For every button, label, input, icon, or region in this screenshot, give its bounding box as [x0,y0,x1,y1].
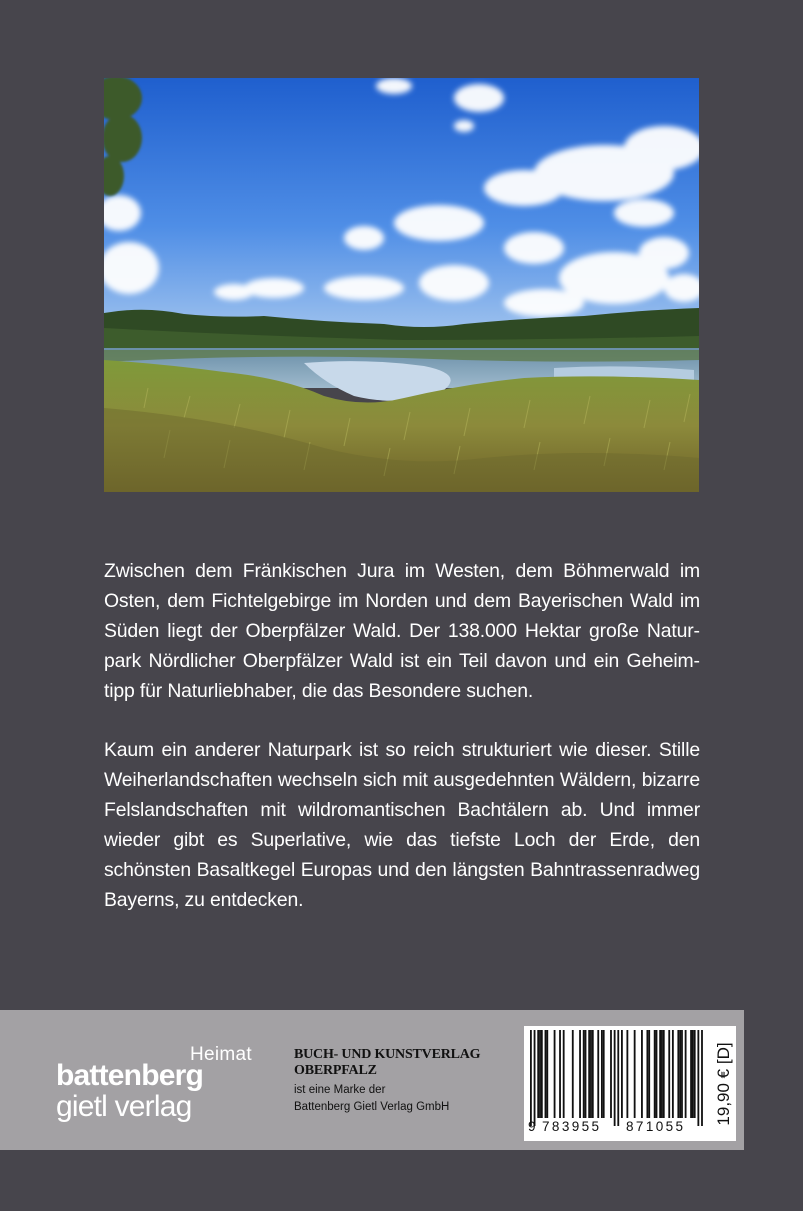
barcode-bar [677,1030,679,1118]
barcode-bar [563,1030,565,1118]
barcode-bar [661,1030,663,1118]
barcode-bar [621,1030,623,1118]
barcode-bar [597,1030,599,1118]
brand-tagline: Heimat [190,1044,252,1065]
barcode-bar [659,1030,661,1118]
brand-name-line1: battenberg [56,1059,204,1092]
barcode-bar [641,1030,643,1118]
barcode-bar [634,1030,636,1118]
isbn-right-group: 871055 [626,1119,686,1134]
barcode-bar [692,1030,694,1118]
barcode-bar [694,1030,696,1118]
barcode-bar [668,1030,670,1118]
barcode-bar [614,1030,616,1126]
publisher-name-line2: OBERPFALZ [294,1063,377,1078]
publisher-name-line1: BUCH- UND KUNSTVERLAG [294,1047,481,1062]
isbn-barcode [524,1026,736,1141]
barcode-bar [579,1030,581,1118]
barcode-bar [701,1030,703,1126]
price-text: 19,90 € [D] [714,1042,733,1126]
barcode-bar [679,1030,681,1118]
footer-bar [0,1010,744,1150]
barcode-bar [654,1030,656,1118]
barcode-bar [648,1030,650,1118]
barcode-bar [539,1030,541,1118]
barcode-bar [592,1030,594,1118]
barcode-bar [646,1030,648,1118]
barcode-bar [588,1030,590,1118]
barcode-bar [685,1030,687,1118]
barcode-bar [559,1030,561,1118]
cover-photo [104,78,699,492]
barcode-bar [590,1030,592,1118]
landscape-photo [104,78,699,492]
battenberg-gietl-logo [56,1044,276,1134]
barcode-bar [663,1030,665,1118]
description-paragraph-1: Zwischen dem Fränkischen Jura im Westen, dem Böhmerwald im Osten, dem Fichtelgebirge im Norden und dem Bayerischen Wald im Süden liegt der Oberpfälzer Wald. Der 138.000 Hektar große Naturpark Nördlicher Oberpfälzer Wald ist ein Teil davon und ein Geheimtipp für Naturliebhaber, die das Besondere suchen. [104,560,700,702]
barcode-bar [530,1030,532,1126]
barcode-bar [583,1030,585,1118]
publisher-desc-line2: Battenberg Gietl Verlag GmbH [294,1101,450,1113]
isbn-left-group: 783955 [542,1119,602,1134]
isbn-first-digit: 9 [528,1119,536,1134]
barcode-bar [617,1030,619,1126]
isbn-digits [524,1119,704,1137]
description-text [104,556,700,915]
publisher-info [294,1047,514,1116]
brand-name-line2: gietl verlag [56,1090,192,1123]
barcode-bar [672,1030,674,1118]
barcode-bar [656,1030,658,1118]
barcode-bar [585,1030,587,1118]
barcode-bar [572,1030,574,1118]
price-label [714,1030,734,1138]
barcode-bar [554,1030,556,1118]
barcode-bar [545,1030,547,1118]
barcode-bar [697,1030,699,1126]
barcode-bar [546,1030,548,1118]
barcode-bar [690,1030,692,1118]
description-paragraph-2: Kaum ein anderer Naturpark ist so reich strukturiert wie dieser. Stille Weiherlandschaften wechseln sich mit ausgedehnten Wäldern, bizarre Felslandschaften mit wildromantischen Bachtälern ab. Und immer wieder gibt es Superlative, wie das tiefste Loch der Erde, den schönsten Basaltkegel Europas und den längsten Bahntrassenradweg Bayerns, zu entdecken. [104,739,700,911]
barcode-bar [681,1030,683,1118]
barcode-bar [626,1030,628,1118]
publisher-desc-line1: ist eine Marke der [294,1084,386,1096]
barcode-bar [610,1030,612,1118]
barcode-bar [534,1030,536,1126]
barcode-bar [603,1030,605,1118]
barcode-bar [541,1030,543,1118]
barcode-bar [601,1030,603,1118]
barcode-bar [537,1030,539,1118]
